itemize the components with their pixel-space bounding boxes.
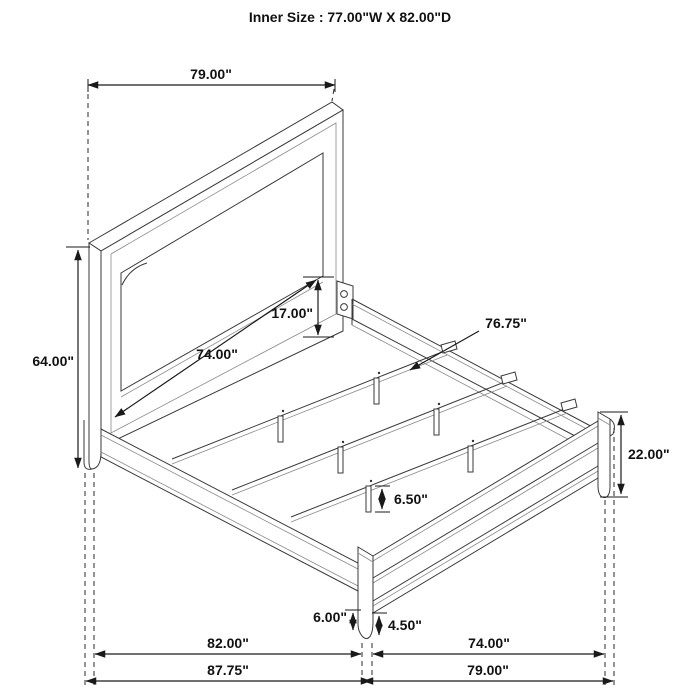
right-side-rail <box>352 299 600 454</box>
support-rail-2-edge <box>232 386 507 495</box>
dimension-support-rail-length <box>410 315 527 370</box>
dimension-footboard-inner-width <box>373 635 604 654</box>
dim-label-support-leg-height: 6.50" <box>394 491 428 507</box>
rail-bracket-plate <box>337 281 353 319</box>
dimension-support-leg-height <box>375 486 428 512</box>
support-leg <box>338 447 343 473</box>
support-leg <box>468 446 473 472</box>
screw-dot <box>438 403 440 405</box>
screw-dot <box>282 410 284 412</box>
dim-label-headboard-panel-width: 74.00" <box>196 346 238 362</box>
dim-label-side-rail-length: 82.00" <box>207 635 249 651</box>
left-side-rail <box>101 429 358 591</box>
dim-leader-support-rail <box>410 331 479 370</box>
dim-label-panel-gap: 17.00" <box>271 305 313 321</box>
dimension-footboard-width <box>363 662 613 681</box>
footboard-panel-shadow <box>373 448 598 583</box>
dim-label-footboard-inner-width: 74.00" <box>468 635 510 651</box>
dimension-top-width <box>88 66 335 92</box>
dim-label-footboard-width: 79.00" <box>467 662 509 678</box>
right-rail-inner-edge <box>352 319 598 448</box>
footboard <box>358 412 614 639</box>
dim-label-side-rail-clearance: 6.00" <box>313 609 347 625</box>
left-rail-face <box>101 429 358 591</box>
footboard-right-post <box>598 412 610 498</box>
right-rail-inner-lip <box>352 325 596 454</box>
footboard-front-face <box>373 421 598 613</box>
dimension-headboard-height <box>32 247 90 468</box>
support-leg-measured <box>366 486 371 512</box>
support-leg <box>434 409 439 435</box>
dim-label-footboard-height: 22.00" <box>628 446 670 462</box>
support-leg <box>278 416 283 442</box>
dim-label-headboard-height: 64.00" <box>32 353 74 369</box>
left-rail-bottom-lip <box>101 452 358 586</box>
screw-dot <box>342 441 344 443</box>
screw-dot <box>472 440 474 442</box>
headboard <box>84 102 353 469</box>
screw-dot <box>378 372 380 374</box>
support-rail-2 <box>232 381 507 490</box>
screw-dot <box>370 480 372 482</box>
dimension-side-rail-length <box>95 635 361 654</box>
headboard-left-post <box>89 243 101 469</box>
ext-top-right <box>332 89 334 101</box>
support-leg <box>374 378 379 404</box>
support-rail-2-connector <box>501 372 517 384</box>
dimension-side-rail-clearance <box>313 609 361 630</box>
dimension-footboard-leg-clearance <box>372 613 422 635</box>
support-rail-3-connector <box>561 399 577 411</box>
dim-label-support-rail-length: 76.75" <box>485 315 527 331</box>
footboard-top-rail-bottom <box>373 443 598 578</box>
dimension-overall-depth <box>86 662 371 681</box>
dim-label-footboard-leg-clearance: 4.50" <box>388 617 422 633</box>
diagram-title: Inner Size : 77.00"W X 82.00"D <box>248 9 452 25</box>
footboard-right-post-ear <box>610 419 614 436</box>
dim-label-overall-depth: 87.75" <box>207 662 249 678</box>
footboard-bottom-rail-top <box>373 466 598 601</box>
dim-label-top-width: 79.00" <box>190 66 232 82</box>
right-rail-top-strip <box>352 304 600 436</box>
